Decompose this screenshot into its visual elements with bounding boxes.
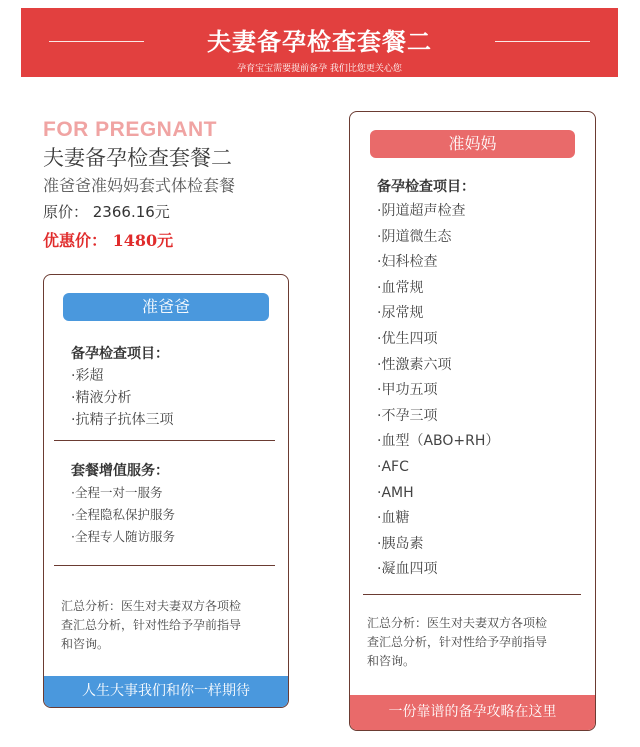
mom-item: ·血型（ABO+RH）: [377, 433, 500, 450]
dad-header-pill: 准爸爸: [63, 293, 269, 321]
dad-footer-bar: 人生大事我们和你一样期待: [44, 676, 288, 707]
dad-summary-line: 和咨询。: [61, 637, 110, 651]
dad-item: ·精液分析: [71, 390, 132, 406]
mom-item: ·阴道微生态: [377, 228, 452, 245]
english-heading: FOR PREGNANT: [43, 118, 217, 141]
mom-item: ·尿常规: [377, 305, 424, 322]
mom-item: ·AMH: [377, 484, 414, 501]
dad-card: [43, 274, 289, 708]
mom-footer-bar: 一份靠谱的备孕攻略在这里: [350, 695, 595, 730]
mom-exam-section: [377, 175, 499, 583]
dad-item: ·彩超: [71, 368, 104, 384]
dad-summary-line: 查汇总分析，针对性给予孕前指导: [61, 618, 242, 632]
promo-price: 优惠价： 1480元: [43, 231, 174, 250]
mom-summary: [367, 614, 547, 671]
mom-divider: [363, 594, 581, 595]
mom-card: [349, 111, 596, 731]
banner-subtitle: 孕育宝宝需要提前备孕 我们比您更关心您: [237, 64, 402, 74]
dad-section-title: 备孕检查项目：: [71, 346, 169, 362]
mom-item: ·不孕三项: [377, 407, 438, 424]
dad-summary-line: 汇总分析：医生对夫妻双方各项检: [61, 599, 242, 613]
dad-exam-section: [71, 343, 173, 431]
mom-item: ·胰岛素: [377, 535, 424, 552]
package-intro: [43, 118, 235, 256]
mom-item: ·血糖: [377, 510, 410, 527]
mom-section-title: 备孕检查项目：: [377, 179, 475, 195]
package-name: 夫妻备孕检查套餐二: [43, 146, 232, 170]
banner-title: 夫妻备孕检查套餐二: [207, 27, 432, 56]
mom-item: ·优生四项: [377, 330, 438, 347]
dad-divider: [54, 440, 275, 441]
dad-service-item: ·全程隐私保护服务: [71, 507, 175, 522]
mom-item: ·妇科检查: [377, 254, 438, 271]
package-description: 准爸爸准妈妈套式体检套餐: [43, 176, 236, 195]
mom-item: ·性激素六项: [377, 356, 452, 373]
mom-header-pill: 准妈妈: [370, 130, 575, 158]
dad-summary: [61, 597, 241, 654]
dad-service-item: ·全程一对一服务: [71, 485, 163, 500]
dad-service-section: [71, 460, 175, 548]
mom-summary-line: 汇总分析：医生对夫妻双方各项检: [367, 616, 548, 630]
dad-divider: [54, 565, 275, 566]
mom-item: ·甲功五项: [377, 382, 438, 399]
mom-summary-line: 和咨询。: [367, 654, 416, 668]
original-price: 原价： 2366.16元: [43, 203, 170, 221]
mom-item: ·阴道超声检查: [377, 203, 466, 219]
mom-summary-line: 查汇总分析，针对性给予孕前指导: [367, 635, 548, 649]
mom-item: ·AFC: [377, 458, 409, 475]
dad-service-item: ·全程专人随访服务: [71, 529, 175, 544]
header-banner: [21, 8, 618, 77]
mom-item: ·凝血四项: [377, 561, 438, 578]
dad-item: ·抗精子抗体三项: [71, 412, 174, 428]
mom-item: ·血常规: [377, 279, 424, 296]
dad-service-title: 套餐增值服务：: [71, 463, 169, 479]
